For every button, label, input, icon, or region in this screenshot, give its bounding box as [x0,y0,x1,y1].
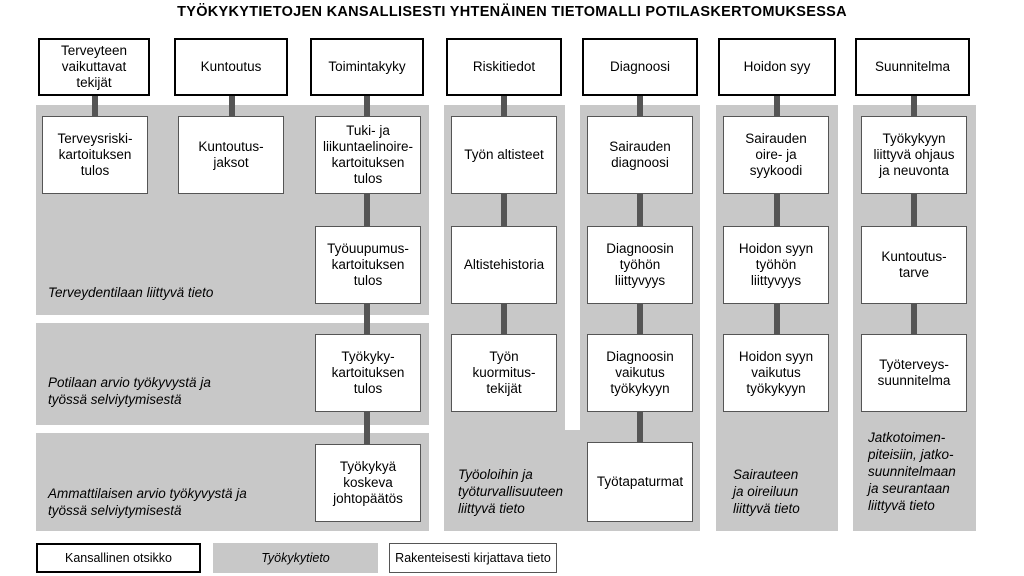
box-musculoskeletal-result: Tuki- ja liikuntaelinoire- kartoituksen tulos [315,116,421,194]
header-functional-capacity: Toimintakyky [310,38,424,96]
connector [92,96,98,118]
label-professional-assessment: Ammattilaisen arvio työkyvystä ja työssä selviytymisestä [48,486,247,518]
box-care-reason-effect: Hoidon syyn vaikutus työkykyyn [723,334,829,412]
box-disease-diagnosis: Sairauden diagnoosi [587,116,693,194]
label-illness: Sairauteen ja oireiluun liittyvä tieto [733,467,800,516]
header-plan: Suunnitelma [855,38,970,96]
box-symptom-code: Sairauden oire- ja syykoodi [723,116,829,194]
legend-national-heading: Kansallinen otsikko [36,543,201,573]
box-exposure-history: Altistehistoria [451,226,557,304]
connector [774,190,780,230]
box-work-exposures: Työn altisteet [451,116,557,194]
connector [501,96,507,118]
box-work-ability-conclusion: Työkykyä koskeva johtopäätös [315,444,421,522]
box-work-ability-result: Työkyky- kartoituksen tulos [315,334,421,412]
connector [637,96,643,118]
connector [637,190,643,230]
connector [229,96,235,118]
box-health-risk-result: Terveysriski- kartoituksen tulos [42,116,148,194]
connector [364,190,370,230]
connector [637,410,643,442]
connector [501,190,507,230]
legend-work-ability-info: Työkykytieto [213,543,378,573]
box-care-reason-work-relation: Hoidon syyn työhön liittyvyys [723,226,829,304]
connector [774,96,780,118]
header-rehabilitation: Kuntoutus [174,38,288,96]
diagram-title: TYÖKYKYTIETOJEN KANSALLISESTI YHTENÄINEN TIETOMALLI POTILASKERTOMUKSESSA [177,4,847,20]
box-diagnosis-effect: Diagnoosin vaikutus työkykyyn [587,334,693,412]
box-occupational-health-plan: Työterveys- suunnitelma [861,334,967,412]
label-patient-assessment: Potilaan arvio työkyvystä ja työssä selviytymisestä [48,375,211,407]
header-diagnosis: Diagnoosi [582,38,698,96]
connector [911,96,917,118]
box-rehab-need: Kuntoutus- tarve [861,226,967,304]
label-work-conditions: Työoloihin ja työturvallisuuteen liittyvä tieto [458,467,564,516]
box-rehab-periods: Kuntoutus- jaksot [178,116,284,194]
connector [911,190,917,230]
header-risk-info: Riskitiedot [446,38,562,96]
box-diagnosis-work-relation: Diagnoosin työhön liittyvyys [587,226,693,304]
connector [364,96,370,118]
header-reason-for-care: Hoidon syy [718,38,836,96]
label-health-info: Terveydentilaan liittyvä tieto [48,285,214,300]
header-health-factors: Terveyteen vaikuttavat tekijät [38,38,150,96]
box-burnout-result: Työuupumus- kartoituksen tulos [315,226,421,304]
box-work-accidents: Työtapaturmat [587,442,693,522]
label-follow-up: Jatkotoimen- piteisiin, jatko- suunnitelmaan ja seurantaan liittyvä tieto [868,430,956,513]
box-guidance: Työkykyyn liittyvä ohjaus ja neuvonta [861,116,967,194]
box-work-load-factors: Työn kuormitus- tekijät [451,334,557,412]
legend-structured-info: Rakenteisesti kirjattava tieto [389,543,557,573]
